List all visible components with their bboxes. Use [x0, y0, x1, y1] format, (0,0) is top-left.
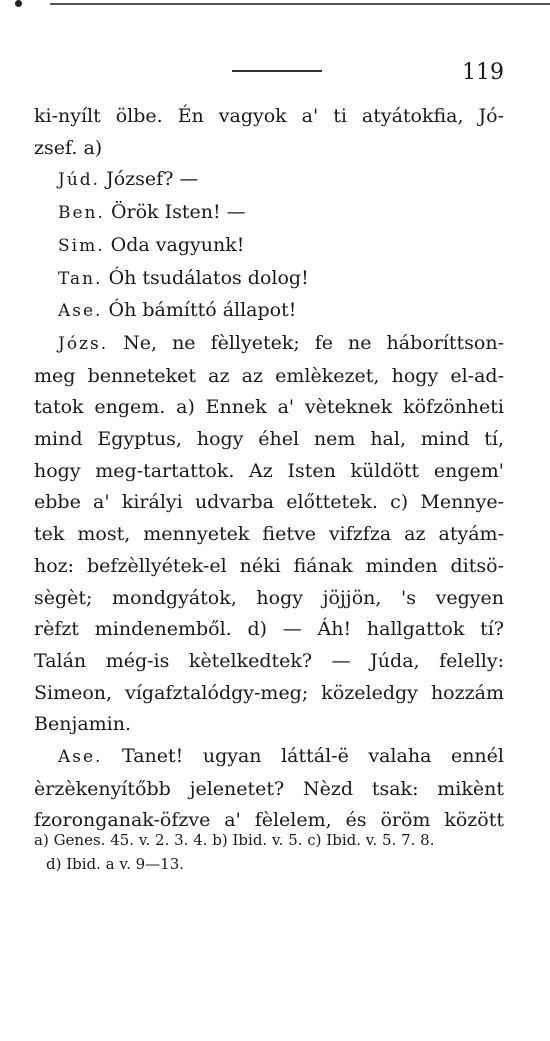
- ink-mark: [15, 0, 22, 7]
- text-line: [34, 164, 504, 197]
- text-line: Talán még-is kètelkedtek? — Júda, felelly:: [34, 649, 504, 672]
- text-line: zsef. a): [34, 136, 103, 159]
- text-line: Simeon, vígafztalódgy-meg; közeledgy hozzám: [34, 681, 504, 704]
- text-line: [34, 230, 504, 263]
- text-line: [34, 295, 504, 328]
- text-line: hoz: befzèllyétek-el néki fiának minden ditsö-: [34, 554, 504, 577]
- footnotes: [34, 828, 514, 876]
- footnote-line: a) Genes. 45. v. 2. 3. 4. b) Ibid. v. 5. c) Ibid. v. 5. 7. 8.: [34, 831, 435, 849]
- text-line: [34, 741, 504, 774]
- text-line: ebbe a' királyi udvarba előttetek. c) Mennye-: [34, 491, 504, 514]
- body-text: [34, 101, 504, 837]
- speaker-name: Júd.: [58, 170, 101, 191]
- text-line: èrzèkenyítőbb jelenetet? Nèzd tsak: mikènt: [34, 777, 504, 800]
- text-line: ki-nyílt ölbe. Én vagyok a' ti atyátokfia, Jó-: [34, 105, 504, 127]
- speech-text: Óh tsudálatos dolog!: [108, 266, 309, 289]
- text-line: [34, 263, 504, 296]
- text-line: mind Egyptus, hogy éhel nem hal, mind tí,: [34, 428, 504, 451]
- text-line: hogy meg-tartattok. Az Isten küldött engem': [34, 459, 504, 482]
- speech-text: Örök Isten! —: [110, 201, 246, 224]
- text-line: tatok engem. a) Ennek a' vèteknek köfzönheti: [34, 396, 504, 419]
- text-line: [34, 328, 504, 361]
- speech-text: Óh bámíttó állapot!: [108, 299, 297, 322]
- speaker-name: Ase.: [58, 301, 103, 322]
- page-number: 119: [462, 60, 504, 85]
- speaker-name: Ase.: [58, 747, 103, 768]
- speaker-name: Józs.: [58, 333, 109, 354]
- text-line: fzoronganak-öfzve a' fèlelem, és öröm között: [34, 809, 504, 832]
- text-line: Benjamin.: [34, 713, 132, 736]
- speech-text: Tanet! ugyan láttál-ë valaha ennél: [122, 745, 504, 768]
- text-line: rèfzt mindenemből. d) — Áh! hallgattok tí?: [34, 618, 504, 641]
- text-line: meg benneteket az az emlèkezet, hogy el-ad-: [34, 364, 504, 387]
- top-rule: [50, 3, 550, 5]
- text-line: sègèt; mondgyátok, hogy jöjjön, 's vegyen: [34, 586, 504, 609]
- speaker-name: Ben.: [58, 203, 105, 224]
- speech-text: Ne, ne fèllyetek; fe ne háboríttson-: [123, 331, 504, 354]
- speaker-name: Sim.: [58, 235, 105, 256]
- text-line: tek most, mennyetek fietve vifzfza az atyám-: [34, 523, 504, 546]
- footnote-line: d) Ibid. a v. 9—13.: [46, 855, 185, 873]
- speech-text: József? —: [106, 168, 199, 191]
- text-line: [34, 197, 504, 230]
- speech-text: Oda vagyunk!: [110, 233, 245, 256]
- header-dash: [232, 70, 322, 72]
- speaker-name: Tan.: [58, 268, 103, 289]
